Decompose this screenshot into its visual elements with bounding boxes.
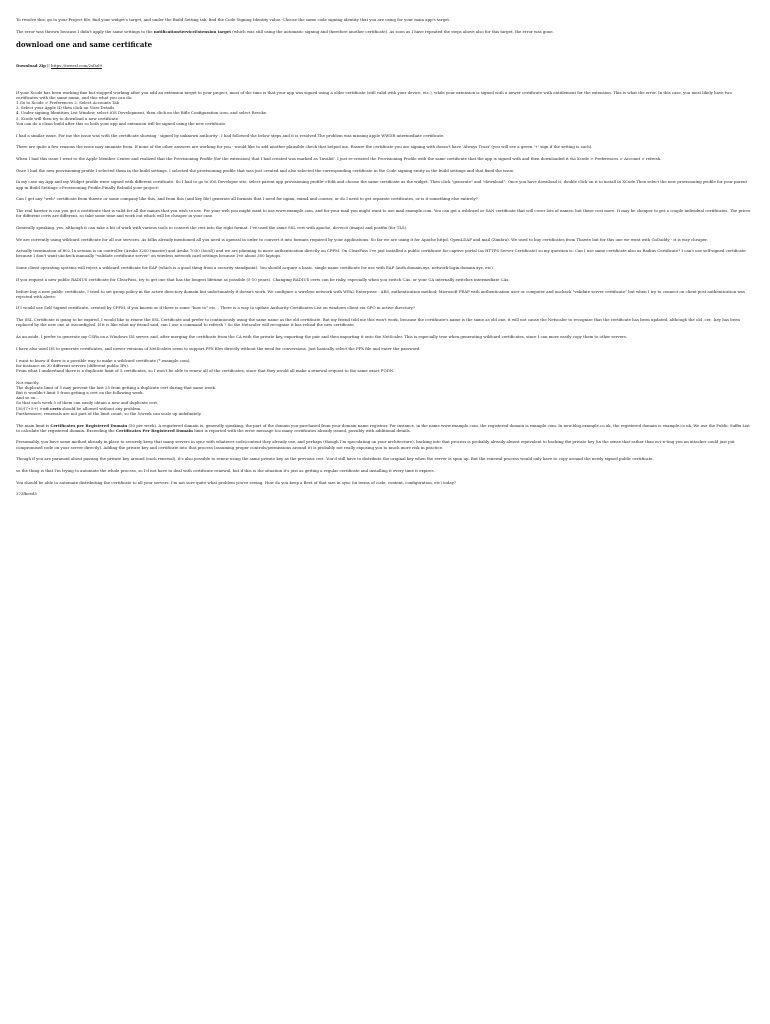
post-line: We are currently using wildcard certificate for all our services. As folks already mentioned all you need is openssl in order to convert it into formats required by your applications. So far we are using it for Apache httpd, OpenLDAP and mail (Zimbra). We used to buy certificates from Thawte but for this one we went with GoDaddy - it is way cheaper. <box>16 236 708 242</box>
post-thawte <box>16 196 754 201</box>
post-line: When I had this issue I went to the Apple Member Center and realized that the Provisioning Profile (for the extension) that I had created was marked as 'Invalid'. I just re-created the Provisioning Profile with the same certificate that the app is signed with and then downloaded it via Xcode > Preferences > Account > refresh. <box>16 155 662 161</box>
post-line: I have also used IIS to generate certificates, and newer versions of NetScalers seem to support PFX files directly without the need for conversions. Just basically select the PFX file and enter the password. <box>16 345 421 351</box>
post-paranoid: Though if you are paranoid about passing the private key around (each renewal), it's also possible to renew using the same private key as the previous cert. You'd still have to distribute the original key when the server is spun up. But the renewal process would only have to copy around the newly signed public certificate. <box>16 456 654 462</box>
limit-term: Certificates per Registered Domain <box>50 422 128 428</box>
post-wildcard-san <box>16 208 754 218</box>
post-line: As an aside, I prefer to generate my CSRs on a Windows IIS server, and, after merging the certificate from the CA with the private key, exporting the pair and then importing it onto the NetScaler. This is especially true when generating wildcard certificates, since I can more easily copy them to other servers. <box>16 334 628 340</box>
post-line: for instance on 30 different servers (different public IPs). <box>16 362 130 368</box>
post-line: The real barrier is can you get a certificate that is valid for all the names that you wish to use. For your web you might want to use www.example.com, and for your mail you might want to use mail.example.com. You can get a wildcard or SAN certificate that will cover lots of names, but these cost more. It may be cheaper to get a couple individual certificates. The prices for different certs are different, so take some time and work out which will be cheaper in your case. <box>16 207 751 219</box>
post-godaddy <box>16 237 754 242</box>
post-line: 5. Xcode will then try to download a new certificate. <box>16 115 120 121</box>
posts-list <box>16 90 754 374</box>
intro-paragraph-1: To resolve this, go to your Project file, find your widget's target, and under the Build Setting tab, find the Code Signing Identity value. Choose the same code signing identity that you are using for your main app's target. <box>16 17 451 22</box>
post-wpa2 <box>16 289 754 299</box>
post-eap <box>16 265 754 270</box>
download-line: Download Zip || https://tweezl.com/2sDzl9 <box>16 63 102 69</box>
post-line: In my case my App and my Widget profile were signed with different certificate. So I had to go to iOS Developer site, select parent app provisioning profile->Edit and choose the same certificate as the widget. Then click "generate" and "download". Once you have download it, double click on it to install in XCode.Then select the new provisioning profile for your parent app in Build Settings->Provisioning Profile.Finally Rebuild your project! <box>16 179 748 190</box>
download-zip-label: Download Zip <box>16 63 46 69</box>
post-line: Once I had the new provisioning profile I selected them in the build settings. I selected the provisioning profile that was just created and also selected the corresponding certificate in the Code signing entity in the build settings and that fixed the issue. <box>16 167 515 173</box>
post-line: Can I get any "web" certificate from thawte or some company like this, and from this (and key file) generate all formats that I need for nginx, exim4 and courier, or do I need to get separate certificates, or is it something else entirely? <box>16 196 478 202</box>
footer-tag: 373fbeed5 <box>16 491 37 497</box>
answer-line: But it wouldn't limit 5 from getting a cert on the following week. <box>16 390 144 396</box>
post-trust <box>16 144 754 149</box>
answer-line: And so on... <box>16 395 40 401</box>
answer-line: [30/(7+5+) >=8 certs should be allowed without any problem. <box>16 405 142 411</box>
duplicate-limit-answer <box>16 380 754 416</box>
post-ssl-cert <box>16 225 754 230</box>
post-line: The SSL Certificate is going to be expired, I would like to renew the SSL Certificate and prefer to continuously using the same name as the old certificate. But my friend told me this won't work, because the certificate's name is the same as old one, it will not cause the Netscaler to recognize that the certificate has been updated, although the old .cer, .key has been replaced by the new one at /nsconfig/ssl. If it is like what my friend said, can I use a command to refresh ? So the Netscaler will recognize it has reload the new certificate. <box>16 317 740 328</box>
answer-line: Not exactly. <box>16 379 40 385</box>
post-line: If I would use Self Signed certificate, created by CPPM, if you known or if there is some "how to" etc... There is a way to update Authority Certificates List on windows client via GPO in active directory? <box>16 305 415 311</box>
post-netscaler <box>16 317 754 327</box>
post-csr-windows <box>16 334 754 339</box>
answer-line: So that each week 5 of them can easily obtain a new and duplicate cert. <box>16 400 159 406</box>
post-automate: so the thing is that I'm trying to automate the whole process, so I'd not have to deal with certificate renewal, but if this is the situation it's just as getting a regular certificate and installing it every time it expires. <box>16 468 435 474</box>
answer-line: Furthermore, renewals are not part of the limit count, so the 5/week can scale up indefinitely. <box>16 410 202 416</box>
post-line: If you request a new public RADIUS certificate for ClearPass, try to get one that has the longest lifetime as possible (5-10 years). Changing RADIUS certs can be risky, especially when you switch CAs, or your CA internally switches intermediate CAs. <box>16 276 510 282</box>
certs-count-term: >=8 certs <box>39 405 61 411</box>
post-line: If your Xcode has been working fine but stopped working after you add an extension target to your project, most of the time is that your app was signed using a older certificate (still valid with your device, etc.), while your extension is signed with a newer certificate with entitlement for the extension. This is what the error. In this case, you most likely have two certificates with the same name, and this what you can do: <box>16 89 732 100</box>
article <box>0 0 770 497</box>
post-line: I want to know if there is a possible way to make a wildcard certificate (*.example.com), <box>16 357 191 363</box>
post-new-profile <box>16 168 754 173</box>
page-title: download one and same certificate <box>16 40 153 50</box>
answer-line: The duplicate limit of 5 may prevent the last 25 from getting a duplicate cert during that same week. <box>16 384 217 390</box>
post-member-center <box>16 156 754 161</box>
limit-term: Certificates Per Registered Domain <box>115 427 193 433</box>
post-line: You can do a clean build after this so both your app and extension will be signed using the new certificate. <box>16 120 227 126</box>
download-link[interactable]: https://tweezl.com/2sDzl9 <box>50 63 102 69</box>
post-radius <box>16 277 754 282</box>
post-widget-profile <box>16 179 754 189</box>
post-wildcard-question <box>16 358 754 374</box>
post-xcode-account <box>16 90 754 126</box>
post-line: Actually termination of 802.1x session is on controller (Aruba 3200 (master) and Aruba 7030 (local)) and we are planning to move authentication directly on CPPM. On ClearPass I've just installed a public certificate for captive portal (as HTTPS Server Certificate) so my question is: Can I use same certificate also as Radius Certificate? I can't use self-signed certificate because I don't want uncheck manually "validate certificate server" on wireless network card settings because I've about 300 laptops. <box>16 248 746 259</box>
post-line: There are quite a few reasons the issue may emanate from. If none of the other answers are working for you - would like to add another plausible check that helped me. Ensure the certificate you are signing with doesn't have 'Always Trust' (you will see a green '+' sign if the setting is such). <box>16 144 593 150</box>
post-line: I had a similar issue. For me the issue was with the certificate showing ' signed by unknown authority'. I had followed the below steps and it is resolved.The problem was missing apple WWDR intermediate certificate. <box>16 132 445 138</box>
main-limit-paragraph: The main limit is Certificates per Registered Domain (50 per week). A registered domain is, generally speaking, the part of the domain you purchased from your domain name registrar. For instance, in the name www.example.com, the registered domain is example.com. In new.blog.example.co.uk, the registered domain is example.co.uk. We use the Public Suffix List to calculate the registered domain. Exceeding the Certificates Per Registered Domain limit is reported with the error message too many certificates already issued, possibly with additional details. <box>16 422 750 433</box>
post-line: 3. Select your Apple ID then click on View Details <box>16 105 115 111</box>
post-line: before buy a new public certificate, I tried to set group policy in the active directory domain but unfortunately it doesn't work. We configure a wireless network with WPA2 Enterprise - AES, authentication method: Microsoft PEAP with authentication user or computer and uncheck "validate server certificate" but when I try to connect on client post authentication was rejected with alerts: <box>16 288 745 299</box>
post-fleet: You should be able to automate distributing the certificate to all your servers. I'm not sure quite what problem you're seeing. How do you keep a fleet of that size in sync (in terms of code, content, configuration, etc) today? <box>16 479 456 485</box>
post-self-signed <box>16 305 754 310</box>
post-aruba <box>16 248 754 258</box>
post-pfx <box>16 346 754 351</box>
post-line: From what I understand there is a duplicate limit of 5 certificates, so I won't be able to renew all of the certificates, since that they would all make a renewal request to the same exact FQDN. <box>16 367 395 373</box>
post-line: 4. Under signing Identities List Window, select iOS Development, then click on the Rifle Configuration icon, and select Revoke. <box>16 110 268 116</box>
post-line: Generally speaking, yes, although it can take a bit of work with various tools to convert the cert into the right format. I've used the same SSL cert with apache, dovecot (imaps) and postfix (for TLS). <box>16 224 408 230</box>
extension-target-term: notificationServiceExtension target <box>153 28 232 34</box>
post-line: 1.Go to Xcode > Preferences 2. Select Accounts Tab <box>16 100 120 106</box>
post-line: Some client operating systems will reject a wildcard certificate for EAP (which is a good thing from a security standpoint). You should acquire a basic, single name certificate for use with EAP (auth.domain.xyz, network-login.domain.xyz, etc). <box>16 265 494 271</box>
intro-paragraph-2: The error was thrown because I didn't apply the same settings to the notificationServiceExtension target (which was still using the automatic signing and therefore another certificate). As soon as I have repeated the steps above also for this target, the error was gone. <box>16 28 554 34</box>
tail-posts <box>16 439 754 485</box>
post-wwdr <box>16 133 754 138</box>
post-private-key: Presumably, you have some method already in place to securely keep that many servers in sync with whatever code/content they already use, and perhaps (though I'm speculating on your architecture), backing into that process is probably already almost equivalent to backing the private key (in the sense that rather than m-i-n-ting you an attacker could just put compromised code on your server directly). Adding the private key and certificate into that process (assuming proper controls/permissions around it) is probably not really exposing you to much more risk in practice. <box>16 439 735 450</box>
